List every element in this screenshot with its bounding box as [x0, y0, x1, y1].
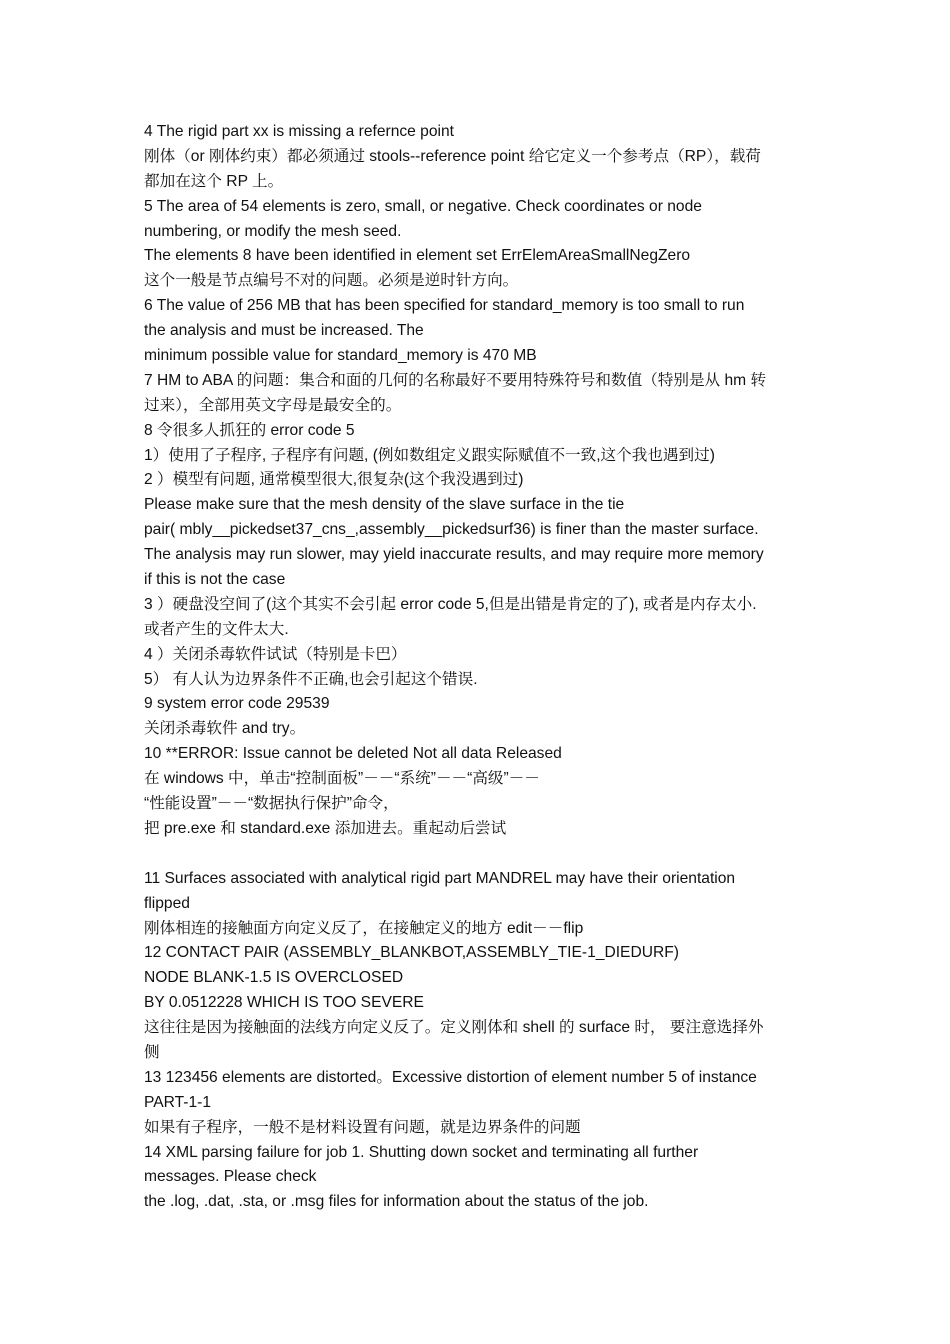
text-line: BY 0.0512228 WHICH IS TOO SEVERE [144, 994, 424, 1012]
text-line: 在 windows 中，单击“控制面板”－－“系统”－－“高级”－－ [144, 770, 540, 788]
text-line: 13 123456 elements are distorted。Excessive distortion of element number 5 of instance [144, 1068, 757, 1086]
text-line: 11 Surfaces associated with analytical rigid part MANDREL may have their orientation [144, 869, 736, 887]
text-line: PART-1-1 [144, 1093, 212, 1111]
text-line: NODE BLANK-1.5 IS OVERCLOSED [144, 969, 404, 987]
text-line: 9 system error code 29539 [144, 695, 330, 713]
text-line: the analysis and must be increased. The [144, 322, 424, 340]
text-line: 刚体（or 刚体约束）都必须通过 stools--reference point 给它定义一个参考点（RP），载荷 [144, 147, 761, 165]
text-line: The elements 8 have been identified in element set ErrElemAreaSmallNegZero [144, 247, 691, 265]
text-line: 这个一般是节点编号不对的问题。必须是逆时针方向。 [144, 272, 519, 290]
text-line: 都加在这个 RP 上。 [144, 172, 284, 190]
blank-line [144, 842, 814, 867]
text-line: minimum possible value for standard_memory is 470 MB [144, 347, 537, 365]
text-line: The analysis may run slower, may yield inaccurate results, and may require more memory [144, 546, 764, 564]
text-line: 关闭杀毒软件 and try。 [144, 720, 306, 738]
text-line: 2 ）模型有问题, 通常模型很大,很复杂(这个我没遇到过) [144, 471, 524, 489]
text-line: 过来），全部用英文字母是最安全的。 [144, 396, 402, 414]
text-line: 7 HM to ABA 的问题：集合和面的几何的名称最好不要用特殊符号和数值（特别是从 hm 转 [144, 371, 767, 389]
text-line: 4 ）关闭杀毒软件试试（特别是卡巴） [144, 645, 407, 663]
text-line: 3 ）硬盘没空间了(这个其实不会引起 error code 5,但是出错是肯定的了), 或者是内存太小. [144, 595, 757, 613]
text-line: 10 **ERROR: Issue cannot be deleted Not all data Released [144, 745, 562, 763]
text-line: 12 CONTACT PAIR (ASSEMBLY_BLANKBOT,ASSEMBLY_TIE-1_DIEDURF) [144, 944, 679, 962]
text-line: if this is not the case [144, 571, 286, 589]
text-line: 这往往是因为接触面的法线方向定义反了。定义刚体和 shell 的 surface 时， 要注意选择外 [144, 1019, 764, 1037]
text-line: 刚体相连的接触面方向定义反了，在接触定义的地方 edit－－flip [144, 919, 584, 937]
text-line: messages. Please check [144, 1168, 317, 1186]
text-line: 或者产生的文件太大. [144, 620, 289, 638]
text-line: 4 The rigid part xx is missing a refernce point [144, 123, 454, 140]
text-line: 8 令很多人抓狂的 error code 5 [144, 421, 355, 439]
text-line: 1）使用了子程序, 子程序有问题, (例如数组定义跟实际赋值不一致,这个我也遇到过) [144, 446, 715, 464]
text-line: flipped [144, 894, 190, 912]
text-line: 6 The value of 256 MB that has been specified for standard_memory is too small to run [144, 297, 745, 315]
text-line: pair( mbly__pickedset37_cns_,assembly__pickedsurf36) is finer than the master surface. [144, 521, 759, 539]
text-line: 把 pre.exe 和 standard.exe 添加进去。重起动后尝试 [144, 819, 507, 837]
text-line: 14 XML parsing failure for job 1. Shutting down socket and terminating all further [144, 1143, 699, 1161]
text-line: numbering, or modify the mesh seed. [144, 222, 402, 240]
document-body [144, 120, 814, 1215]
text-line: 5 The area of 54 elements is zero, small, or negative. Check coordinates or node [144, 197, 702, 215]
text-line: Please make sure that the mesh density of the slave surface in the tie [144, 496, 625, 514]
text-line: 如果有子程序，一般不是材料设置有问题，就是边界条件的问题 [144, 1118, 581, 1136]
text-line: the .log, .dat, .sta, or .msg files for information about the status of the job. [144, 1193, 649, 1211]
text-line: 侧 [144, 1043, 160, 1061]
text-line: 5） 有人认为边界条件不正确,也会引起这个错误. [144, 670, 478, 688]
text-line: “性能设置”－－“数据执行保护”命令， [144, 795, 399, 813]
